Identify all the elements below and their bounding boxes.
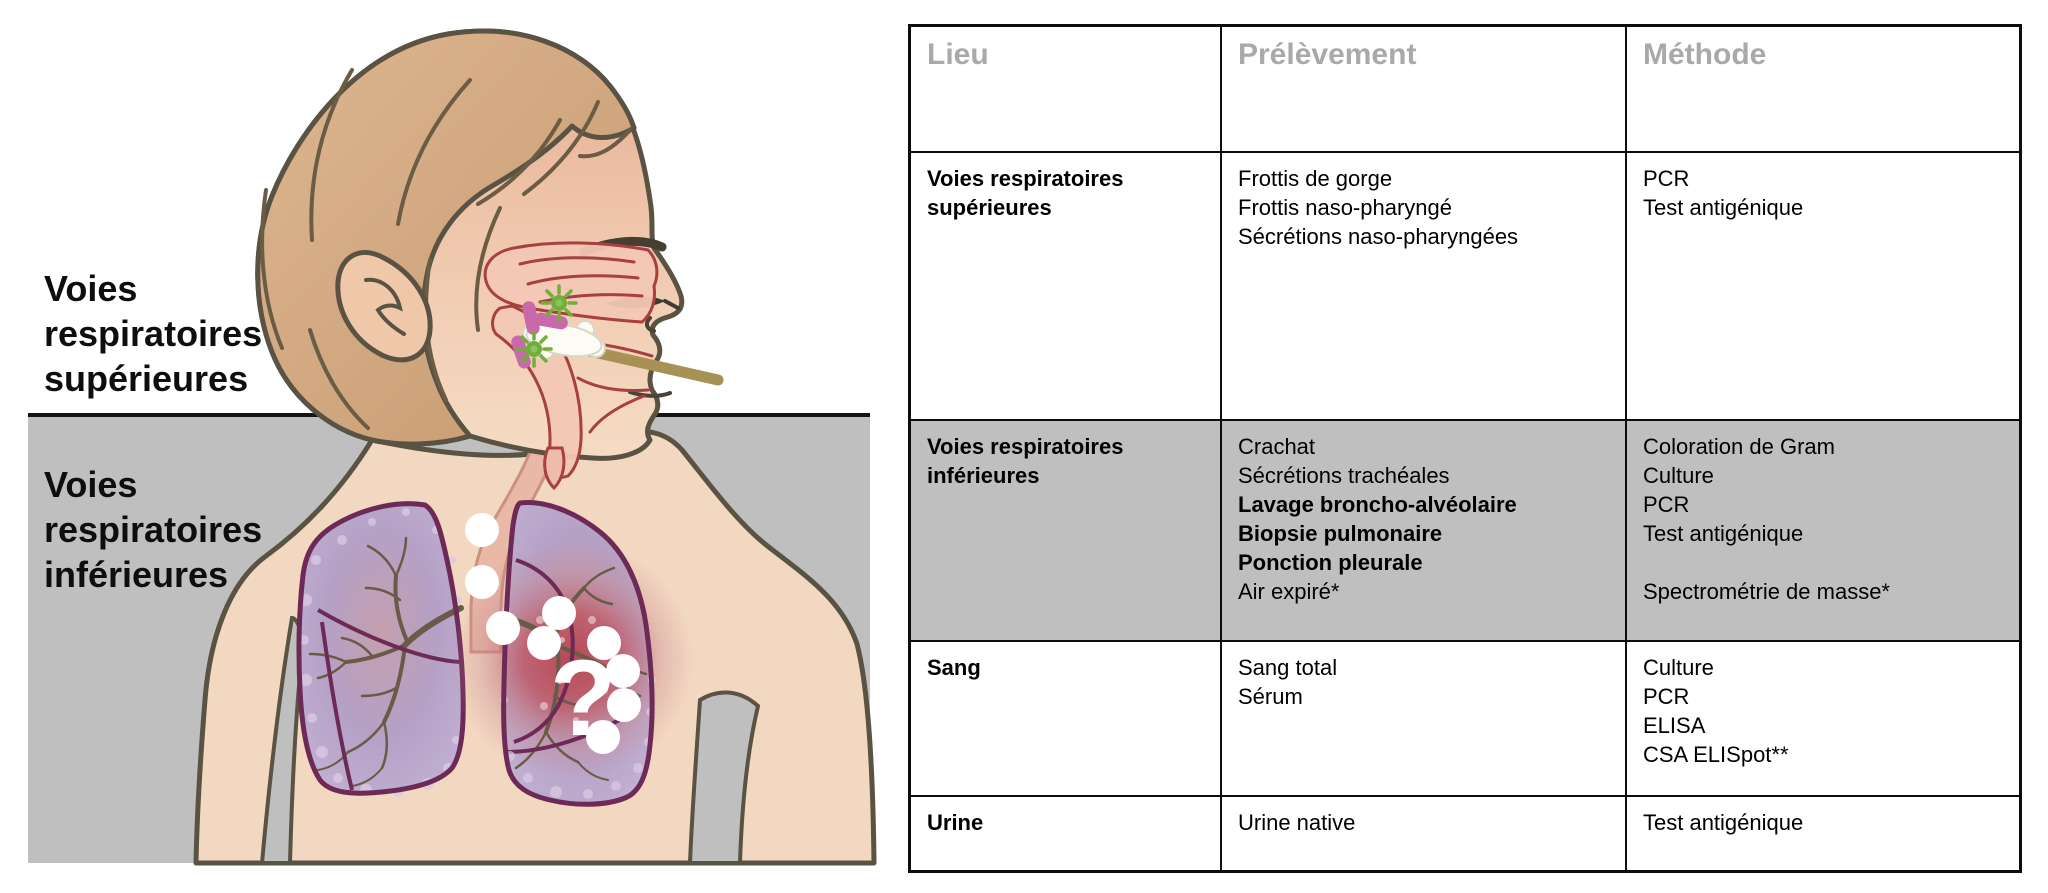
method-item-spacer <box>1643 548 2003 577</box>
cell-lieu-urine: Urine <box>911 797 1222 870</box>
method-item: PCR <box>1643 684 1690 709</box>
child-airways-illustration <box>0 0 900 893</box>
upper-airways-label: Voies respiratoires supérieures <box>44 268 263 399</box>
method-item: Culture <box>1643 463 1714 488</box>
cell-prelevement-lower-airways <box>1222 421 1627 642</box>
cell-lieu-blood: Sang <box>911 642 1222 797</box>
header-methode: Méthode <box>1627 27 2019 153</box>
sample-item: Lavage broncho-alvéolaire <box>1238 492 1517 517</box>
illustration-panel <box>0 0 900 893</box>
sample-item: Frottis naso-pharyngé <box>1238 195 1452 220</box>
cell-prelevement-blood <box>1222 642 1627 797</box>
method-item: ELISA <box>1643 713 1706 738</box>
cell-methode-lower-airways <box>1627 421 2019 642</box>
sample-item: Sécrétions trachéales <box>1238 463 1450 488</box>
method-item: CSA ELISpot** <box>1643 742 1789 767</box>
header-lieu: Lieu <box>911 27 1222 153</box>
method-item: PCR <box>1643 166 1690 191</box>
sample-item: Sécrétions naso-pharyngées <box>1238 224 1519 249</box>
lower-airways-label: Voies respiratoires inférieures <box>44 464 263 595</box>
sample-item: Air expiré* <box>1238 579 1340 604</box>
method-item: Coloration de Gram <box>1643 434 1835 459</box>
sample-item: Frottis de gorge <box>1238 166 1393 191</box>
sample-item: Ponction pleurale <box>1238 550 1423 575</box>
method-item: PCR <box>1643 492 1690 517</box>
method-item: Test antigénique <box>1643 810 1804 835</box>
sample-item: Biopsie pulmonaire <box>1238 521 1443 546</box>
sampling-methods-table <box>908 24 2022 873</box>
cell-methode-upper-airways <box>1627 153 2019 421</box>
cell-prelevement-upper-airways <box>1222 153 1627 421</box>
cell-lieu-lower-airways: Voies respiratoires inférieures <box>911 421 1222 642</box>
method-item: Spectrométrie de masse* <box>1643 579 1890 604</box>
method-item: Test antigénique <box>1643 195 1804 220</box>
method-item: Test antigénique <box>1643 521 1804 546</box>
sample-item: Sérum <box>1238 684 1303 709</box>
cell-prelevement-urine <box>1222 797 1627 870</box>
cell-lieu-upper-airways: Voies respiratoires supérieures <box>911 153 1222 421</box>
cell-methode-urine <box>1627 797 2019 870</box>
method-item: Culture <box>1643 655 1714 680</box>
header-prelevement: Prélèvement <box>1222 27 1627 153</box>
sample-item: Urine native <box>1238 810 1356 835</box>
sample-item: Crachat <box>1238 434 1316 459</box>
question-mark-icon: ? <box>550 637 616 758</box>
cell-methode-blood <box>1627 642 2019 797</box>
sample-item: Sang total <box>1238 655 1338 680</box>
